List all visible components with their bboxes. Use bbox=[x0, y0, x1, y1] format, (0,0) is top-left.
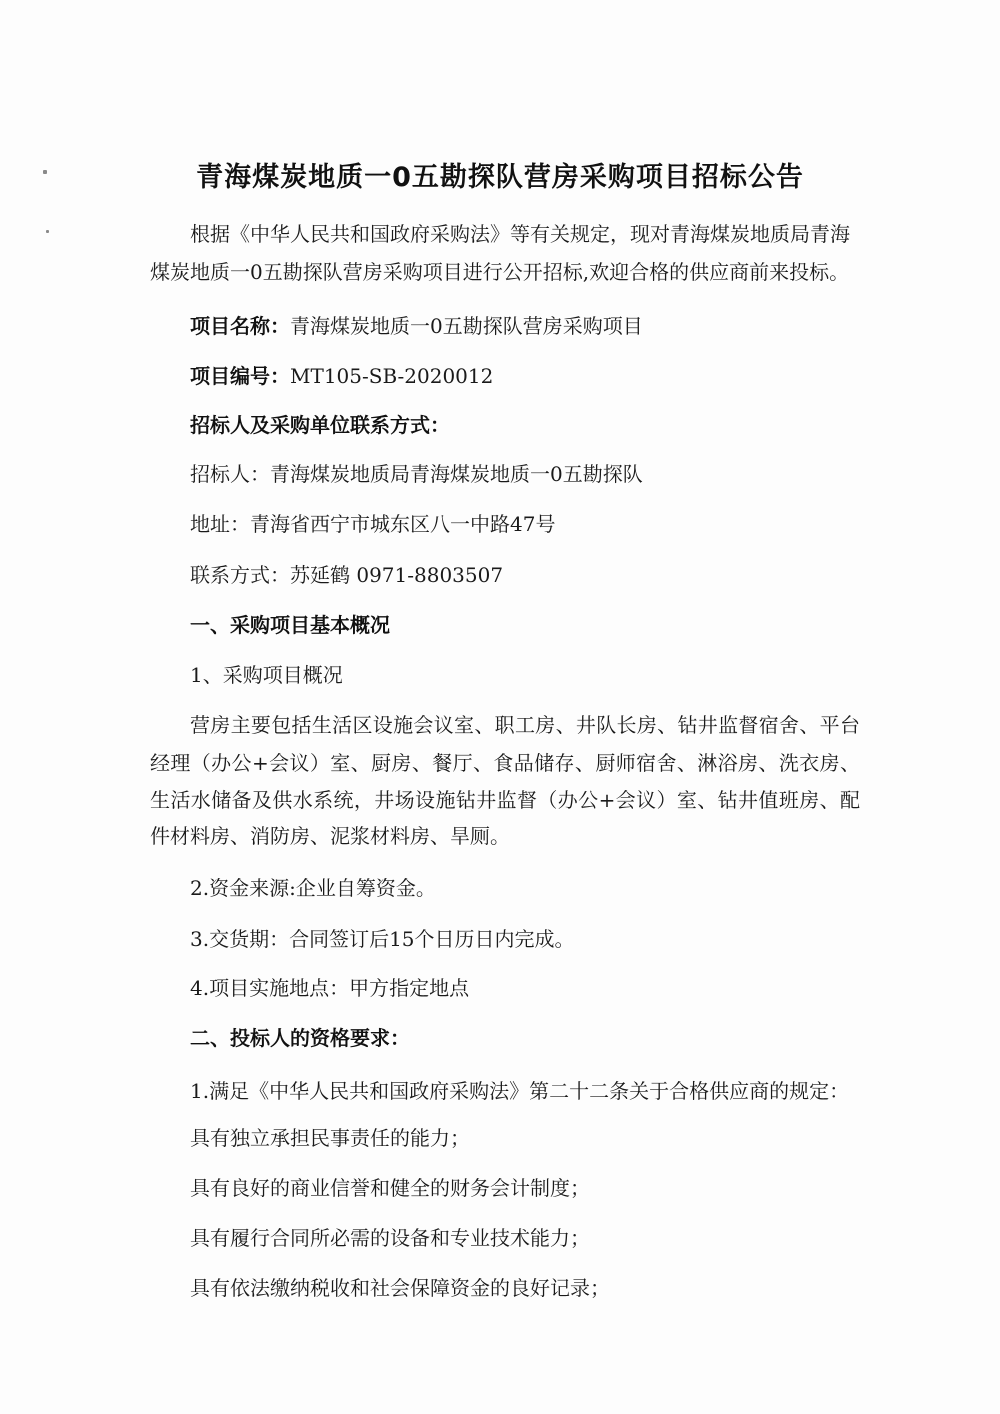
requirement-b: 具有良好的商业信誉和健全的财务会计制度； bbox=[190, 1176, 590, 1200]
requirement-d: 具有依法缴纳税收和社会保障资金的良好记录； bbox=[190, 1276, 610, 1300]
section-2-heading: 二、投标人的资格要求： bbox=[190, 1026, 410, 1050]
project-name-label: 项目名称： bbox=[190, 314, 290, 338]
description-line-2: 经理（办公+会议）室、厨房、餐厅、食品储存、厨师宿舍、淋浴房、洗衣房、 bbox=[150, 751, 860, 775]
project-name-value: 青海煤炭地质一0五勘探队营房采购项目 bbox=[290, 314, 643, 338]
requirement-c: 具有履行合同所必需的设备和专业技术能力； bbox=[190, 1226, 590, 1250]
tenderer-line: 招标人：青海煤炭地质局青海煤炭地质一0五勘探队 bbox=[190, 462, 643, 486]
description-line-1: 营房主要包括生活区设施会议室、职工房、井队长房、钻井监督宿舍、平台 bbox=[190, 713, 860, 737]
scan-speck bbox=[46, 230, 49, 233]
project-name-row bbox=[190, 312, 860, 340]
section-1-heading: 一、采购项目基本概况 bbox=[190, 613, 390, 637]
project-code-value: MT105-SB-2020012 bbox=[290, 364, 494, 388]
requirement-a: 具有独立承担民事责任的能力； bbox=[190, 1126, 470, 1150]
intro-line-1: 根据《中华人民共和国政府采购法》等有关规定，现对青海煤炭地质局青海 bbox=[190, 222, 850, 246]
project-code-row bbox=[190, 362, 860, 390]
section-1-subheading: 1、采购项目概况 bbox=[190, 663, 343, 687]
document-title: 青海煤炭地质一0五勘探队营房采购项目招标公告 bbox=[196, 162, 804, 193]
address-line: 地址：青海省西宁市城东区八一中路47号 bbox=[190, 512, 556, 536]
contact-line: 联系方式：苏延鹤 0971-8803507 bbox=[190, 563, 504, 587]
project-code-label: 项目编号： bbox=[190, 364, 290, 388]
description-line-3: 生活水储备及供水系统，井场设施钻井监督（办公+会议）室、钻井值班房、配 bbox=[150, 788, 860, 812]
description-line-4: 件材料房、消防房、泥浆材料房、旱厕。 bbox=[150, 824, 510, 848]
funding-line: 2.资金来源:企业自筹资金。 bbox=[190, 876, 436, 900]
location-line: 4.项目实施地点：甲方指定地点 bbox=[190, 976, 470, 1000]
requirement-1: 1.满足《中华人民共和国政府采购法》第二十二条关于合格供应商的规定： bbox=[190, 1079, 850, 1103]
contact-heading: 招标人及采购单位联系方式： bbox=[190, 413, 450, 437]
delivery-line: 3.交货期：合同签订后15个日历日内完成。 bbox=[190, 927, 575, 951]
intro-line-2: 煤炭地质一0五勘探队营房采购项目进行公开招标,欢迎合格的供应商前来投标。 bbox=[150, 260, 850, 284]
